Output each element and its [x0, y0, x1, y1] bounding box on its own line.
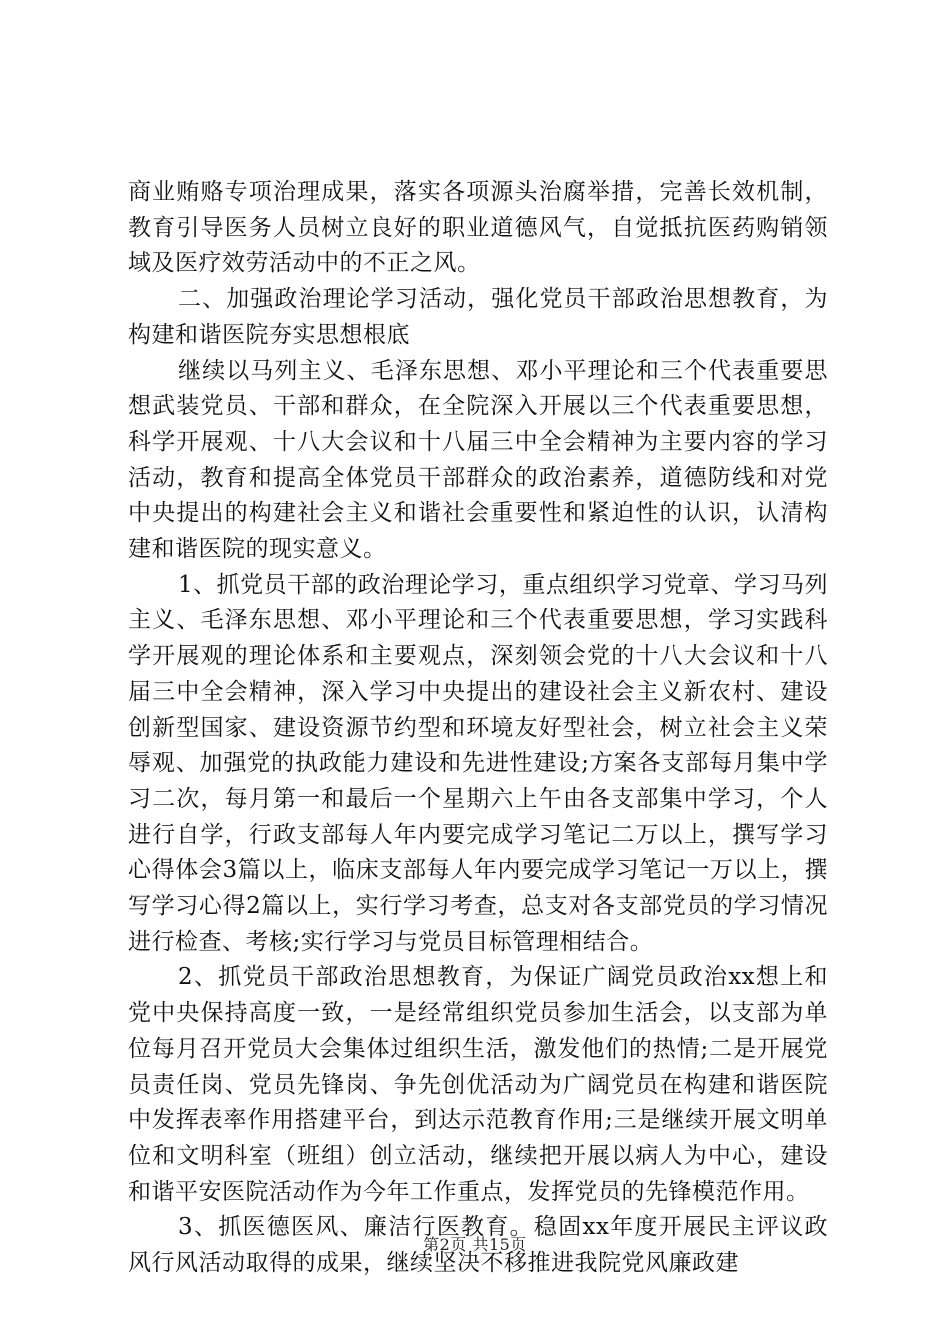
paragraph-continuation: 商业贿赂专项治理成果，落实各项源头治腐举措，完善长效机制，教育引导医务人员树立良好的职业道德风气，自觉抵抗医药购销领域及医疗效劳活动中的不正之风。	[128, 179, 828, 277]
paragraph-study-overview: 继续以马列主义、毛泽东思想、邓小平理论和三个代表重要思想武装党员、干部和群众，在全院深入开展以三个代表重要思想，科学开展观、十八大会议和十八届三中全会精神为主要内容的学习活动，教育和提高全体党员干部群众的政治素养，道德防线和对党中央提出的构建社会主义和谐社会重要性和紧迫性的认识，认清构建和谐医院的现实意义。	[128, 357, 828, 563]
page-number-footer: 第2页 共15页	[423, 1235, 527, 1254]
paragraph-item-3: 3、抓医德医风、廉洁行医教育。稳固xx年度开展民主评议政风行风活动取得的成果，继续坚决不移推进我院党风廉政建	[128, 1214, 828, 1277]
document-body	[128, 175, 828, 1282]
paragraph-item-2: 2、抓党员干部政治思想教育，为保证广阔党员政治xx想上和党中央保持高度一致，一是经常组织党员参加生活会，以支部为单位每月召开党员大会集体过组织生活，激发他们的热情;二是开展党员责任岗、党员先锋岗、争先创优活动为广阔党员在构建和谐医院中发挥表率作用搭建平台，到达示范教育作用;三是继续开展文明单位和文明科室（班组）创立活动，继续把开展以病人为中心，建设和谐平安医院活动作为今年工作重点，发挥党员的先锋模范作用。	[128, 964, 828, 1205]
paragraph-item-1: 1、抓党员干部的政治理论学习，重点组织学习党章、学习马列主义、毛泽东思想、邓小平理论和三个代表重要思想，学习实践科学开展观的理论体系和主要观点，深刻领会党的十八大会议和十八届三中全会精神，深入学习中央提出的建设社会主义新农村、建设创新型国家、建设资源节约型和环境友好型社会，树立社会主义荣辱观、加强党的执政能力建设和先进性建设;方案各支部每月集中学习二次，每月第一和最后一个星期六上午由各支部集中学习，个人进行自学，行政支部每人年内要完成学习笔记二万以上，撰写学习心得体会3篇以上，临床支部每人年内要完成学习笔记一万以上，撰写学习心得2篇以上，实行学习考查，总支对各支部党员的学习情况进行检查、考核;实行学习与党员目标管理相结合。	[128, 571, 828, 955]
paragraph-section-heading: 二、加强政治理论学习活动，强化党员干部政治思想教育，为构建和谐医院夯实思想根底	[128, 286, 828, 348]
